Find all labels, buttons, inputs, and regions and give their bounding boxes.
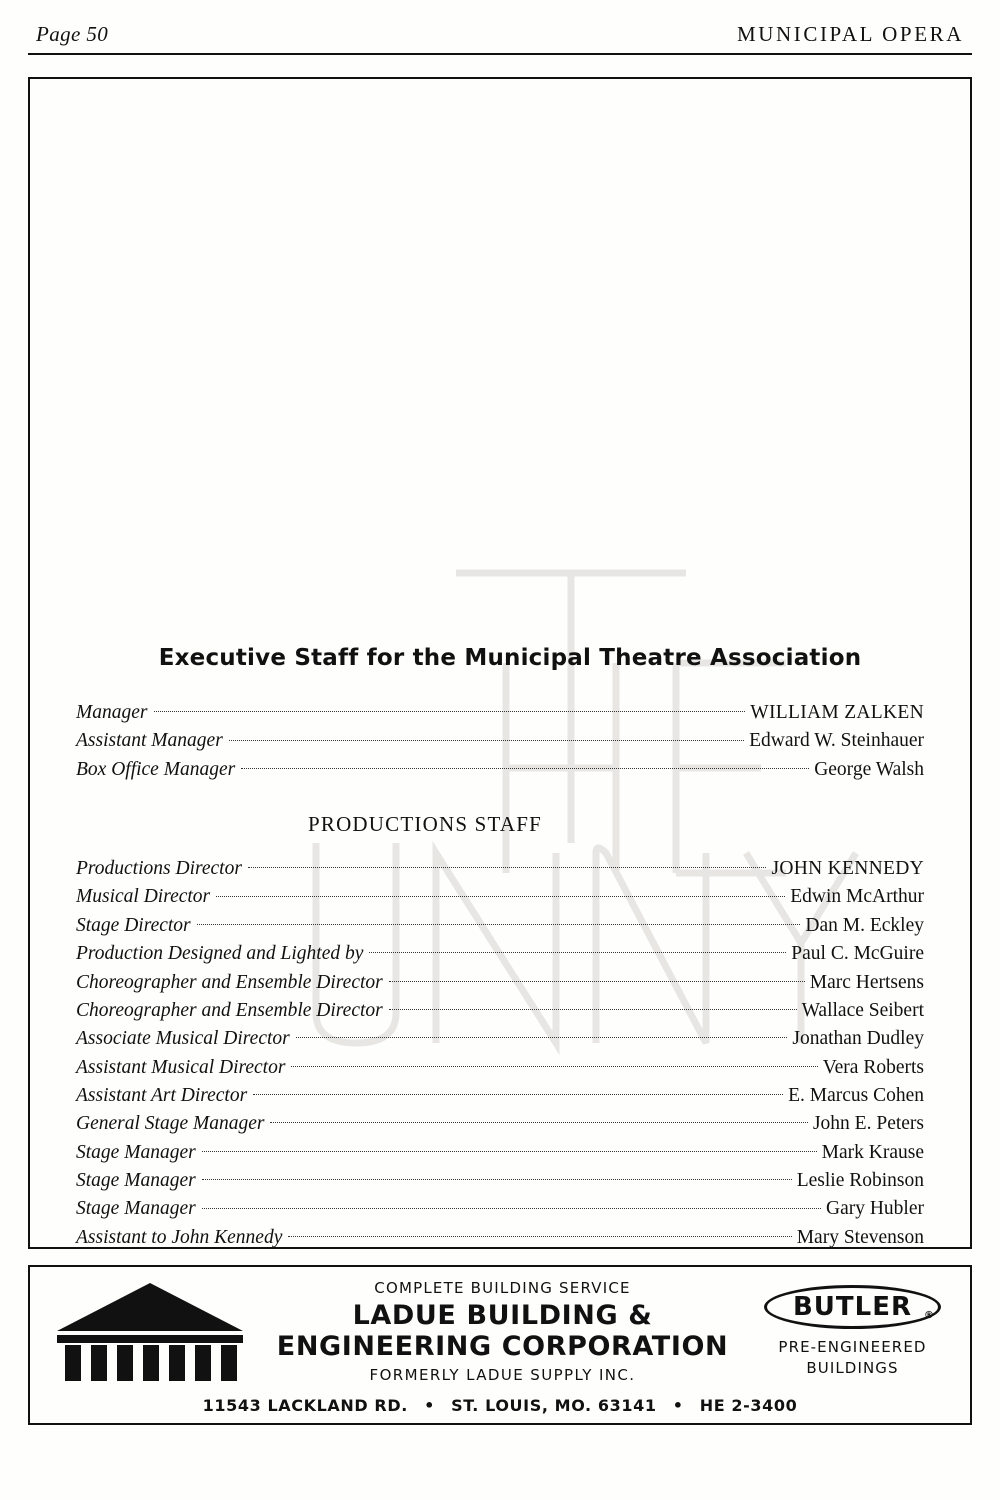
dot-leader	[154, 699, 746, 719]
dot-leader	[288, 1223, 791, 1243]
staff-role: Choreographer and Ensemble Director	[76, 971, 383, 993]
staff-name: Vera Roberts	[822, 1056, 924, 1078]
staff-row	[76, 1193, 924, 1221]
ad-company-block	[260, 1279, 745, 1383]
ladue-building-logo-icon	[40, 1279, 260, 1384]
butler-logo	[764, 1285, 941, 1329]
staff-role: Choreographer and Ensemble Director	[76, 999, 383, 1021]
staff-role: General Stage Manager	[76, 1113, 265, 1135]
staff-role: Musical Director	[76, 886, 211, 908]
staff-role: Productions Director	[76, 858, 242, 880]
staff-content-box	[28, 77, 972, 1249]
staff-row	[76, 1108, 924, 1136]
publication-title: MUNICIPAL OPERA	[736, 22, 964, 46]
staff-role: Box Office Manager	[76, 758, 236, 780]
ad-brand-sub	[745, 1337, 960, 1378]
dot-leader	[216, 883, 785, 903]
ad-address: 11543 LACKLAND RD.	[202, 1396, 408, 1415]
staff-name: Mark Krause	[821, 1141, 924, 1163]
separator-dot-icon: •	[424, 1396, 435, 1415]
staff-row	[76, 754, 924, 782]
staff-role: Associate Musical Director	[76, 1028, 290, 1050]
staff-name: Gary Hubler	[825, 1198, 924, 1220]
ad-formerly-line: FORMERLY LADUE SUPPLY INC.	[369, 1365, 636, 1384]
staff-role: Stage Manager	[76, 1198, 196, 1220]
ad-service-line: COMPLETE BUILDING SERVICE	[374, 1279, 631, 1298]
staff-name: Jonathan Dudley	[792, 1028, 924, 1050]
staff-row	[76, 938, 924, 966]
dot-leader	[291, 1053, 817, 1073]
staff-name: Edward W. Steinhauer	[749, 730, 924, 752]
dot-leader	[229, 727, 744, 747]
staff-name: John E. Peters	[812, 1113, 924, 1135]
dot-leader	[253, 1081, 783, 1101]
dot-leader	[296, 1025, 788, 1045]
staff-row	[76, 881, 924, 909]
ad-phone: HE 2-3400	[699, 1396, 798, 1415]
executive-staff-list	[76, 697, 924, 782]
staff-role: Assistant Musical Director	[76, 1056, 286, 1078]
staff-role: Stage Director	[76, 914, 191, 936]
ad-top-row	[30, 1267, 970, 1390]
dot-leader	[241, 755, 809, 775]
staff-row	[76, 1023, 924, 1051]
staff-name: Paul C. McGuire	[791, 943, 924, 965]
dot-leader	[202, 1138, 817, 1158]
staff-role: Stage Manager	[76, 1170, 196, 1192]
staff-row	[76, 967, 924, 995]
staff-row	[76, 1222, 924, 1249]
staff-name: Leslie Robinson	[796, 1170, 924, 1192]
dot-leader	[248, 855, 767, 875]
ad-brand-sub-line1: PRE-ENGINEERED	[778, 1338, 927, 1357]
staff-role: Assistant Manager	[76, 730, 223, 752]
dot-leader	[389, 968, 805, 988]
staff-name: George Walsh	[814, 758, 924, 780]
staff-row	[76, 1052, 924, 1080]
running-head	[28, 22, 972, 55]
ad-brand-sub-line2: BUILDINGS	[806, 1358, 899, 1377]
staff-name: WILLIAM ZALKEN	[750, 702, 924, 723]
dot-leader	[202, 1195, 821, 1215]
staff-row	[76, 910, 924, 938]
advertisement	[28, 1265, 972, 1425]
staff-name: Mary Stevenson	[796, 1226, 924, 1248]
staff-role: Manager	[76, 702, 148, 723]
staff-row	[76, 725, 924, 753]
staff-row	[76, 853, 924, 881]
ad-brand-block	[745, 1285, 960, 1378]
productions-staff-list	[76, 853, 924, 1249]
staff-row	[76, 1137, 924, 1165]
ad-contact-line	[30, 1390, 970, 1423]
staff-name: Dan M. Eckley	[805, 914, 924, 936]
staff-row	[76, 995, 924, 1023]
dot-leader	[270, 1110, 808, 1130]
ad-company-line1: LADUE BUILDING &	[352, 1300, 653, 1332]
page-number: Page 50	[36, 22, 109, 46]
staff-role: Production Designed and Lighted by	[76, 943, 364, 965]
dot-leader	[197, 911, 801, 931]
registered-mark-icon: ®	[924, 1310, 934, 1322]
staff-name: Wallace Seibert	[801, 999, 924, 1021]
dot-leader	[369, 940, 786, 960]
staff-name: E. Marcus Cohen	[788, 1084, 924, 1106]
staff-row	[76, 697, 924, 725]
ad-city: ST. LOUIS, MO. 63141	[451, 1396, 657, 1415]
productions-staff-heading: PRODUCTIONS STAFF	[307, 812, 543, 837]
butler-brand-text: BUTLER	[792, 1292, 912, 1323]
staff-row	[76, 1080, 924, 1108]
executive-staff-title: Executive Staff for the Municipal Theatre Association	[158, 645, 862, 671]
staff-role: Assistant to John Kennedy	[76, 1226, 283, 1248]
staff-role: Assistant Art Director	[76, 1084, 248, 1106]
separator-dot-icon: •	[672, 1396, 684, 1415]
staff-role: Stage Manager	[76, 1141, 196, 1163]
dot-leader	[389, 996, 797, 1016]
staff-name: JOHN KENNEDY	[771, 858, 924, 880]
dot-leader	[202, 1167, 792, 1187]
staff-row	[76, 1165, 924, 1193]
staff-name: Marc Hertsens	[809, 971, 924, 993]
staff-name: Edwin McArthur	[790, 886, 924, 908]
ad-company-line2: ENGINEERING CORPORATION	[276, 1330, 729, 1362]
